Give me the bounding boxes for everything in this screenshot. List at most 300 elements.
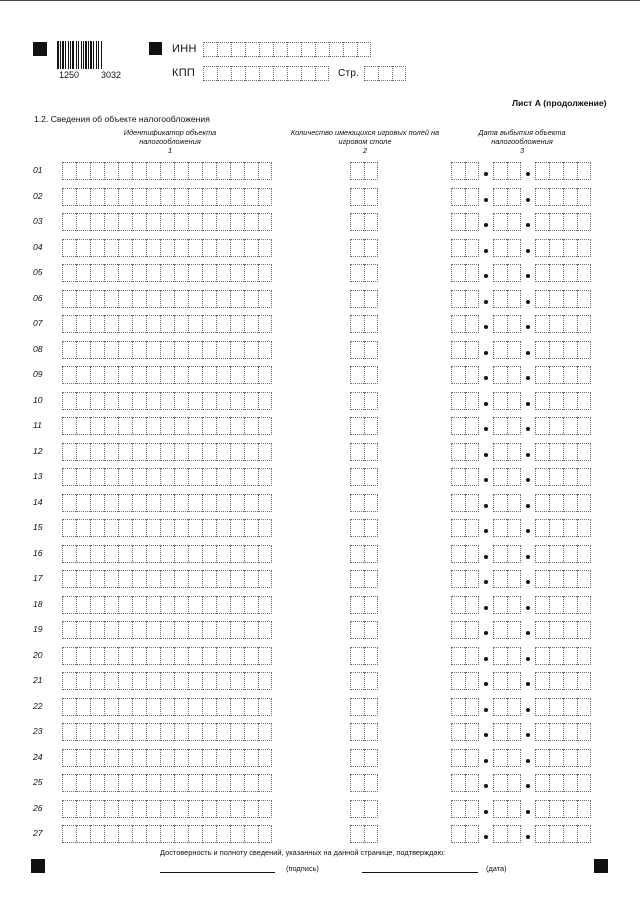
char-cell[interactable] xyxy=(563,596,577,614)
char-cell[interactable] xyxy=(465,749,479,767)
char-cell[interactable] xyxy=(160,723,174,741)
date-part[interactable] xyxy=(535,621,591,639)
char-cell[interactable] xyxy=(202,519,216,537)
char-cell[interactable] xyxy=(174,239,188,257)
char-cell[interactable] xyxy=(202,213,216,231)
char-cell[interactable] xyxy=(563,545,577,563)
char-cell[interactable] xyxy=(62,417,76,435)
date-part[interactable] xyxy=(451,213,479,231)
char-cell[interactable] xyxy=(493,519,507,537)
date-part[interactable] xyxy=(535,494,591,512)
char-cell[interactable] xyxy=(174,774,188,792)
char-cell[interactable] xyxy=(507,468,521,486)
char-cell[interactable] xyxy=(104,392,118,410)
char-cell[interactable] xyxy=(493,672,507,690)
char-cell[interactable] xyxy=(118,596,132,614)
char-cell[interactable] xyxy=(549,596,563,614)
char-cell[interactable] xyxy=(160,825,174,843)
char-cell[interactable] xyxy=(465,264,479,282)
char-cell[interactable] xyxy=(563,825,577,843)
char-cell[interactable] xyxy=(146,443,160,461)
char-cell[interactable] xyxy=(104,290,118,308)
identifier-field[interactable] xyxy=(62,315,272,333)
date-part[interactable] xyxy=(535,519,591,537)
char-cell[interactable] xyxy=(188,468,202,486)
char-cell[interactable] xyxy=(350,494,364,512)
char-cell[interactable] xyxy=(104,417,118,435)
date-part[interactable] xyxy=(451,188,479,206)
char-cell[interactable] xyxy=(104,621,118,639)
disposal-date-field[interactable] xyxy=(451,698,591,716)
char-cell[interactable] xyxy=(258,417,272,435)
field-count-input[interactable] xyxy=(350,188,378,206)
disposal-date-field[interactable] xyxy=(451,723,591,741)
identifier-field[interactable] xyxy=(62,698,272,716)
char-cell[interactable] xyxy=(160,621,174,639)
char-cell[interactable] xyxy=(188,723,202,741)
disposal-date-field[interactable] xyxy=(451,239,591,257)
char-cell[interactable] xyxy=(364,188,378,206)
date-part[interactable] xyxy=(493,494,521,512)
char-cell[interactable] xyxy=(350,774,364,792)
char-cell[interactable] xyxy=(132,774,146,792)
char-cell[interactable] xyxy=(62,188,76,206)
char-cell[interactable] xyxy=(465,239,479,257)
char-cell[interactable] xyxy=(364,723,378,741)
char-cell[interactable] xyxy=(174,341,188,359)
char-cell[interactable] xyxy=(577,519,591,537)
identifier-field[interactable] xyxy=(62,519,272,537)
char-cell[interactable] xyxy=(90,698,104,716)
char-cell[interactable] xyxy=(507,162,521,180)
identifier-field[interactable] xyxy=(62,749,272,767)
identifier-field[interactable] xyxy=(62,417,272,435)
char-cell[interactable] xyxy=(174,264,188,282)
char-cell[interactable] xyxy=(563,315,577,333)
char-cell[interactable] xyxy=(451,315,465,333)
char-cell[interactable] xyxy=(465,366,479,384)
date-part[interactable] xyxy=(535,239,591,257)
char-cell[interactable] xyxy=(188,392,202,410)
char-cell[interactable] xyxy=(577,774,591,792)
char-cell[interactable] xyxy=(202,698,216,716)
char-cell[interactable] xyxy=(493,723,507,741)
char-cell[interactable] xyxy=(535,264,549,282)
char-cell[interactable] xyxy=(350,392,364,410)
char-cell[interactable] xyxy=(188,621,202,639)
char-cell[interactable] xyxy=(174,698,188,716)
char-cell[interactable] xyxy=(160,468,174,486)
identifier-field[interactable] xyxy=(62,341,272,359)
char-cell[interactable] xyxy=(202,392,216,410)
char-cell[interactable] xyxy=(230,647,244,665)
char-cell[interactable] xyxy=(563,162,577,180)
char-cell[interactable] xyxy=(118,647,132,665)
char-cell[interactable] xyxy=(244,570,258,588)
char-cell[interactable] xyxy=(364,570,378,588)
char-cell[interactable] xyxy=(507,672,521,690)
char-cell[interactable] xyxy=(146,749,160,767)
char-cell[interactable] xyxy=(118,188,132,206)
date-part[interactable] xyxy=(493,417,521,435)
char-cell[interactable] xyxy=(174,494,188,512)
char-cell[interactable] xyxy=(230,239,244,257)
date-part[interactable] xyxy=(493,774,521,792)
char-cell[interactable] xyxy=(188,443,202,461)
char-cell[interactable] xyxy=(535,825,549,843)
char-cell[interactable] xyxy=(160,290,174,308)
char-cell[interactable] xyxy=(118,545,132,563)
field-count-input[interactable] xyxy=(350,621,378,639)
char-cell[interactable] xyxy=(350,570,364,588)
char-cell[interactable] xyxy=(451,672,465,690)
char-cell[interactable] xyxy=(451,213,465,231)
char-cell[interactable] xyxy=(549,774,563,792)
char-cell[interactable] xyxy=(364,596,378,614)
char-cell[interactable] xyxy=(535,188,549,206)
char-cell[interactable] xyxy=(188,239,202,257)
identifier-field[interactable] xyxy=(62,621,272,639)
char-cell[interactable] xyxy=(62,264,76,282)
char-cell[interactable] xyxy=(174,162,188,180)
char-cell[interactable] xyxy=(132,417,146,435)
char-cell[interactable] xyxy=(188,290,202,308)
char-cell[interactable] xyxy=(549,621,563,639)
char-cell[interactable] xyxy=(258,621,272,639)
char-cell[interactable] xyxy=(507,392,521,410)
date-part[interactable] xyxy=(535,570,591,588)
date-part[interactable] xyxy=(535,341,591,359)
char-cell[interactable] xyxy=(364,162,378,180)
char-cell[interactable] xyxy=(465,468,479,486)
char-cell[interactable] xyxy=(493,570,507,588)
char-cell[interactable] xyxy=(160,341,174,359)
char-cell[interactable] xyxy=(90,162,104,180)
char-cell[interactable] xyxy=(364,239,378,257)
char-cell[interactable] xyxy=(202,239,216,257)
char-cell[interactable] xyxy=(451,417,465,435)
char-cell[interactable] xyxy=(244,468,258,486)
char-cell[interactable] xyxy=(258,825,272,843)
field-count-input[interactable] xyxy=(350,723,378,741)
char-cell[interactable] xyxy=(507,774,521,792)
char-cell[interactable] xyxy=(90,596,104,614)
disposal-date-field[interactable] xyxy=(451,621,591,639)
char-cell[interactable] xyxy=(549,392,563,410)
char-cell[interactable] xyxy=(188,213,202,231)
char-cell[interactable] xyxy=(146,570,160,588)
char-cell[interactable] xyxy=(76,519,90,537)
char-cell[interactable] xyxy=(493,698,507,716)
char-cell[interactable] xyxy=(76,647,90,665)
field-count-input[interactable] xyxy=(350,596,378,614)
char-cell[interactable] xyxy=(146,188,160,206)
char-cell[interactable] xyxy=(230,774,244,792)
char-cell[interactable] xyxy=(202,621,216,639)
char-cell[interactable] xyxy=(62,647,76,665)
char-cell[interactable] xyxy=(563,239,577,257)
date-part[interactable] xyxy=(493,341,521,359)
char-cell[interactable] xyxy=(132,672,146,690)
char-cell[interactable] xyxy=(451,468,465,486)
char-cell[interactable] xyxy=(507,749,521,767)
char-cell[interactable] xyxy=(62,443,76,461)
char-cell[interactable] xyxy=(549,545,563,563)
char-cell[interactable] xyxy=(146,596,160,614)
char-cell[interactable] xyxy=(174,290,188,308)
char-cell[interactable] xyxy=(350,443,364,461)
char-cell[interactable] xyxy=(230,264,244,282)
char-cell[interactable] xyxy=(104,545,118,563)
date-part[interactable] xyxy=(451,290,479,308)
char-cell[interactable] xyxy=(577,596,591,614)
char-cell[interactable] xyxy=(76,443,90,461)
char-cell[interactable] xyxy=(216,519,230,537)
date-part[interactable] xyxy=(535,188,591,206)
char-cell[interactable] xyxy=(62,723,76,741)
char-cell[interactable] xyxy=(216,315,230,333)
char-cell[interactable] xyxy=(465,162,479,180)
char-cell[interactable] xyxy=(535,494,549,512)
char-cell[interactable] xyxy=(104,774,118,792)
char-cell[interactable] xyxy=(535,315,549,333)
char-cell[interactable] xyxy=(549,315,563,333)
char-cell[interactable] xyxy=(104,749,118,767)
char-cell[interactable] xyxy=(146,417,160,435)
char-cell[interactable] xyxy=(230,519,244,537)
char-cell[interactable] xyxy=(230,392,244,410)
date-part[interactable] xyxy=(535,774,591,792)
char-cell[interactable] xyxy=(146,825,160,843)
char-cell[interactable] xyxy=(188,825,202,843)
char-cell[interactable] xyxy=(364,698,378,716)
char-cell[interactable] xyxy=(174,545,188,563)
date-part[interactable] xyxy=(493,698,521,716)
char-cell[interactable] xyxy=(535,570,549,588)
disposal-date-field[interactable] xyxy=(451,188,591,206)
date-part[interactable] xyxy=(451,162,479,180)
char-cell[interactable] xyxy=(216,647,230,665)
char-cell[interactable] xyxy=(549,417,563,435)
char-cell[interactable] xyxy=(132,698,146,716)
date-part[interactable] xyxy=(535,698,591,716)
char-cell[interactable] xyxy=(451,800,465,818)
char-cell[interactable] xyxy=(577,264,591,282)
char-cell[interactable] xyxy=(364,392,378,410)
char-cell[interactable] xyxy=(577,213,591,231)
char-cell[interactable] xyxy=(577,392,591,410)
char-cell[interactable] xyxy=(90,188,104,206)
char-cell[interactable] xyxy=(216,341,230,359)
char-cell[interactable] xyxy=(577,443,591,461)
char-cell[interactable] xyxy=(216,392,230,410)
char-cell[interactable] xyxy=(90,545,104,563)
char-cell[interactable] xyxy=(493,800,507,818)
field-count-input[interactable] xyxy=(350,545,378,563)
char-cell[interactable] xyxy=(350,315,364,333)
char-cell[interactable] xyxy=(364,800,378,818)
date-part[interactable] xyxy=(493,800,521,818)
char-cell[interactable] xyxy=(451,188,465,206)
char-cell[interactable] xyxy=(230,341,244,359)
char-cell[interactable] xyxy=(160,519,174,537)
char-cell[interactable] xyxy=(174,315,188,333)
identifier-field[interactable] xyxy=(62,774,272,792)
char-cell[interactable] xyxy=(258,774,272,792)
char-cell[interactable] xyxy=(188,264,202,282)
char-cell[interactable] xyxy=(90,443,104,461)
char-cell[interactable] xyxy=(549,468,563,486)
identifier-field[interactable] xyxy=(62,443,272,461)
char-cell[interactable] xyxy=(493,188,507,206)
char-cell[interactable] xyxy=(577,188,591,206)
char-cell[interactable] xyxy=(132,366,146,384)
char-cell[interactable] xyxy=(507,417,521,435)
date-part[interactable] xyxy=(451,392,479,410)
char-cell[interactable] xyxy=(258,315,272,333)
char-cell[interactable] xyxy=(535,468,549,486)
char-cell[interactable] xyxy=(104,366,118,384)
char-cell[interactable] xyxy=(146,162,160,180)
field-count-input[interactable] xyxy=(350,519,378,537)
char-cell[interactable] xyxy=(364,749,378,767)
date-part[interactable] xyxy=(451,749,479,767)
date-part[interactable] xyxy=(493,825,521,843)
date-part[interactable] xyxy=(493,264,521,282)
char-cell[interactable] xyxy=(76,315,90,333)
char-cell[interactable] xyxy=(507,647,521,665)
char-cell[interactable] xyxy=(230,825,244,843)
char-cell[interactable] xyxy=(160,800,174,818)
char-cell[interactable] xyxy=(118,162,132,180)
char-cell[interactable] xyxy=(549,341,563,359)
identifier-field[interactable] xyxy=(62,239,272,257)
char-cell[interactable] xyxy=(146,213,160,231)
char-cell[interactable] xyxy=(202,417,216,435)
char-cell[interactable] xyxy=(535,647,549,665)
char-cell[interactable] xyxy=(563,749,577,767)
char-cell[interactable] xyxy=(258,494,272,512)
char-cell[interactable] xyxy=(230,698,244,716)
identifier-field[interactable] xyxy=(62,188,272,206)
char-cell[interactable] xyxy=(493,315,507,333)
char-cell[interactable] xyxy=(216,468,230,486)
date-part[interactable] xyxy=(535,825,591,843)
date-part[interactable] xyxy=(451,570,479,588)
char-cell[interactable] xyxy=(216,596,230,614)
date-part[interactable] xyxy=(535,800,591,818)
char-cell[interactable] xyxy=(174,392,188,410)
char-cell[interactable] xyxy=(364,545,378,563)
date-part[interactable] xyxy=(493,749,521,767)
char-cell[interactable] xyxy=(90,519,104,537)
char-cell[interactable] xyxy=(62,366,76,384)
char-cell[interactable] xyxy=(465,774,479,792)
char-cell[interactable] xyxy=(507,188,521,206)
char-cell[interactable] xyxy=(258,647,272,665)
date-part[interactable] xyxy=(535,647,591,665)
identifier-field[interactable] xyxy=(62,596,272,614)
date-part[interactable] xyxy=(493,621,521,639)
char-cell[interactable] xyxy=(202,570,216,588)
char-cell[interactable] xyxy=(62,621,76,639)
char-cell[interactable] xyxy=(146,366,160,384)
disposal-date-field[interactable] xyxy=(451,443,591,461)
char-cell[interactable] xyxy=(549,519,563,537)
date-part[interactable] xyxy=(451,672,479,690)
char-cell[interactable] xyxy=(258,570,272,588)
char-cell[interactable] xyxy=(230,315,244,333)
date-part[interactable] xyxy=(451,519,479,537)
char-cell[interactable] xyxy=(563,468,577,486)
char-cell[interactable] xyxy=(104,315,118,333)
date-part[interactable] xyxy=(535,672,591,690)
identifier-field[interactable] xyxy=(62,162,272,180)
char-cell[interactable] xyxy=(188,774,202,792)
char-cell[interactable] xyxy=(577,698,591,716)
char-cell[interactable] xyxy=(132,749,146,767)
char-cell[interactable] xyxy=(230,800,244,818)
char-cell[interactable] xyxy=(118,774,132,792)
char-cell[interactable] xyxy=(493,494,507,512)
char-cell[interactable] xyxy=(188,800,202,818)
char-cell[interactable] xyxy=(76,341,90,359)
char-cell[interactable] xyxy=(577,239,591,257)
char-cell[interactable] xyxy=(563,392,577,410)
char-cell[interactable] xyxy=(549,188,563,206)
char-cell[interactable] xyxy=(90,213,104,231)
char-cell[interactable] xyxy=(118,800,132,818)
char-cell[interactable] xyxy=(451,698,465,716)
char-cell[interactable] xyxy=(118,723,132,741)
char-cell[interactable] xyxy=(563,774,577,792)
char-cell[interactable] xyxy=(451,621,465,639)
char-cell[interactable] xyxy=(451,596,465,614)
char-cell[interactable] xyxy=(493,366,507,384)
char-cell[interactable] xyxy=(216,239,230,257)
char-cell[interactable] xyxy=(563,621,577,639)
date-part[interactable] xyxy=(451,647,479,665)
char-cell[interactable] xyxy=(493,545,507,563)
char-cell[interactable] xyxy=(535,723,549,741)
char-cell[interactable] xyxy=(118,366,132,384)
char-cell[interactable] xyxy=(493,213,507,231)
char-cell[interactable] xyxy=(577,290,591,308)
char-cell[interactable] xyxy=(563,341,577,359)
char-cell[interactable] xyxy=(549,264,563,282)
char-cell[interactable] xyxy=(132,647,146,665)
char-cell[interactable] xyxy=(160,213,174,231)
char-cell[interactable] xyxy=(364,672,378,690)
char-cell[interactable] xyxy=(132,162,146,180)
char-cell[interactable] xyxy=(90,723,104,741)
date-part[interactable] xyxy=(493,213,521,231)
char-cell[interactable] xyxy=(563,723,577,741)
char-cell[interactable] xyxy=(577,621,591,639)
char-cell[interactable] xyxy=(451,162,465,180)
char-cell[interactable] xyxy=(563,213,577,231)
identifier-field[interactable] xyxy=(62,213,272,231)
char-cell[interactable] xyxy=(244,341,258,359)
char-cell[interactable] xyxy=(90,749,104,767)
char-cell[interactable] xyxy=(493,596,507,614)
char-cell[interactable] xyxy=(216,443,230,461)
char-cell[interactable] xyxy=(132,494,146,512)
char-cell[interactable] xyxy=(62,749,76,767)
char-cell[interactable] xyxy=(160,417,174,435)
disposal-date-field[interactable] xyxy=(451,825,591,843)
char-cell[interactable] xyxy=(350,188,364,206)
